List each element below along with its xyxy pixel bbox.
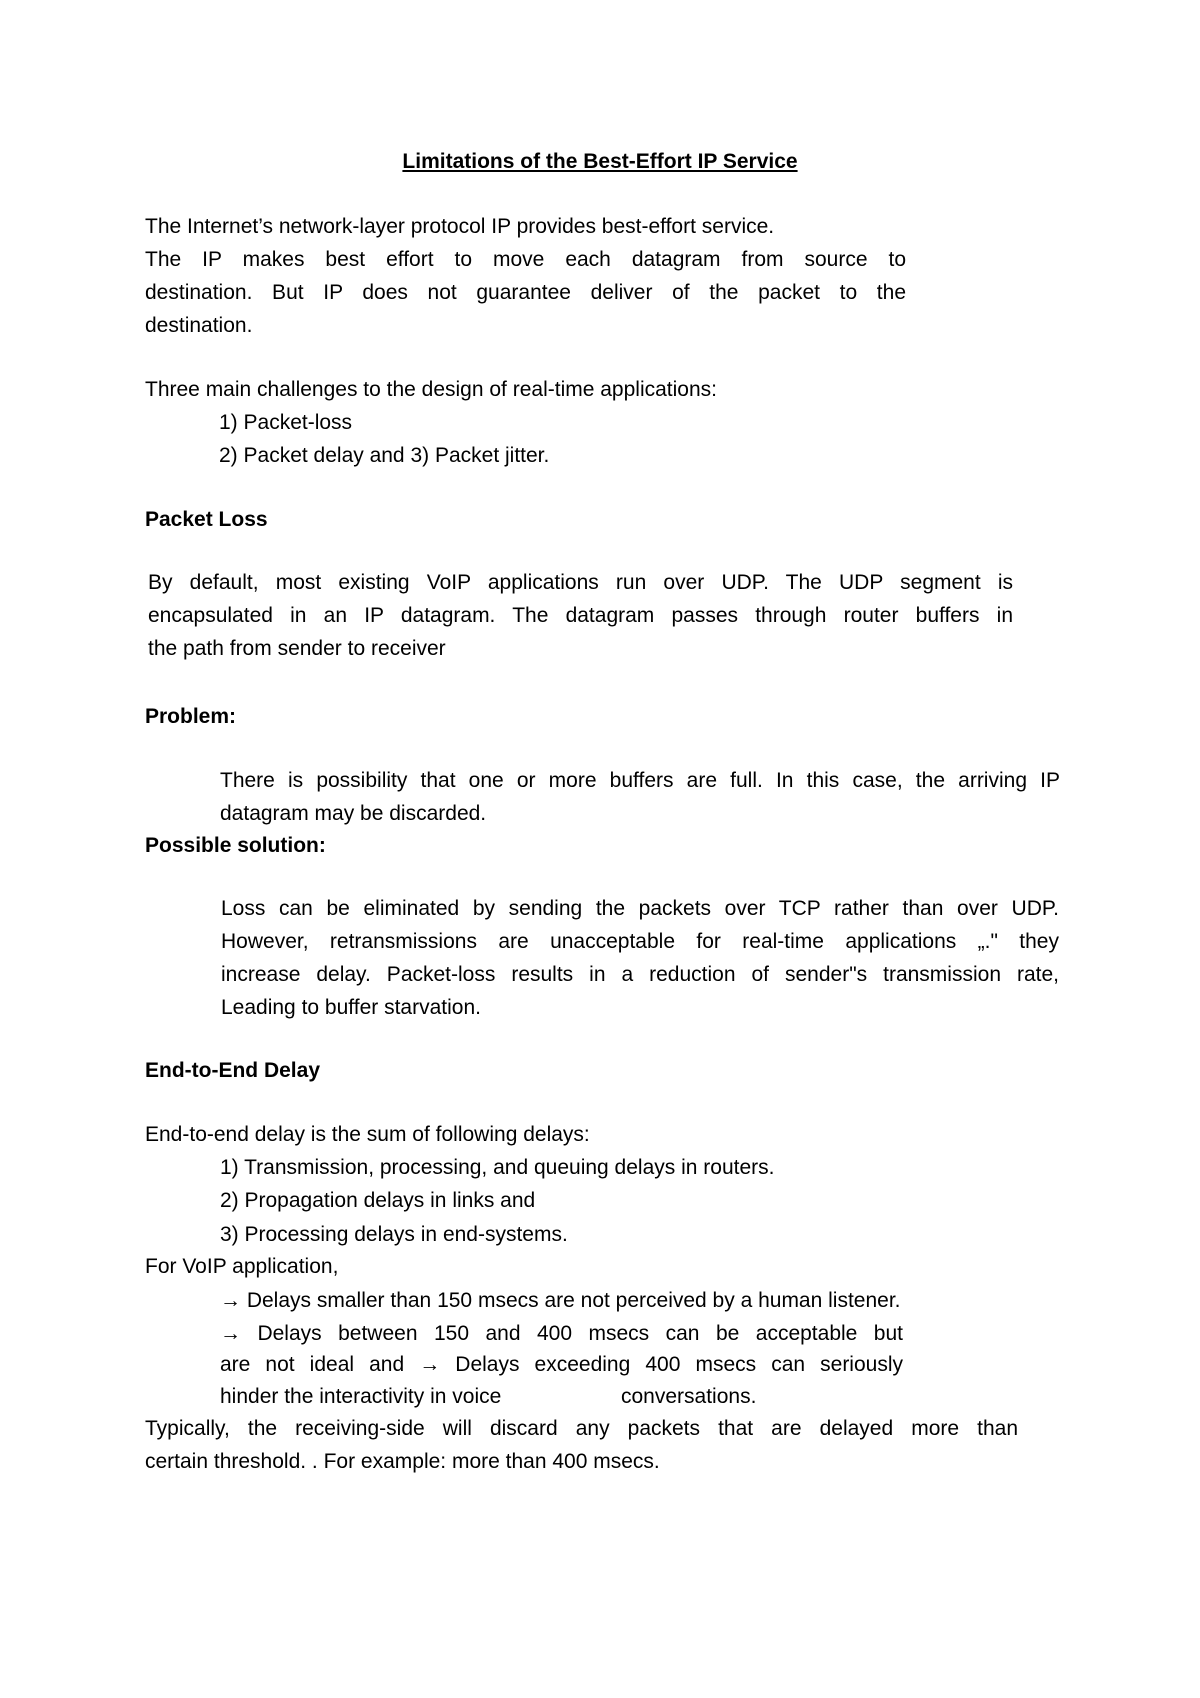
challenges-heading: Three main challenges to the design of real-time applications: (145, 378, 717, 401)
voip-item: → Delays smaller than 150 msecs are not perceived by a human listener. (220, 1289, 901, 1312)
voip-item: conversations. (621, 1385, 757, 1408)
closing-line: Typically, the receiving-side will discard any packets that are delayed more than (145, 1417, 1018, 1440)
challenges-list-item: 1) Packet-loss (219, 411, 353, 434)
closing-line: certain threshold. . For example: more than 400 msecs. (145, 1450, 660, 1473)
solution-heading: Possible solution: (145, 834, 326, 857)
delay-list-item: 1) Transmission, processing, and queuing delays in routers. (220, 1156, 775, 1179)
voip-item: → Delays between 150 and 400 msecs can be acceptable but (220, 1322, 903, 1345)
problem-line: datagram may be discarded. (220, 802, 487, 825)
intro-line: The Internet’s network-layer protocol IP provides best-effort service. (145, 215, 775, 238)
problem-heading: Problem: (145, 705, 237, 728)
problem-line: There is possibility that one or more buffers are full. In this case, the arriving IP (220, 769, 1060, 792)
packet-loss-line: encapsulated in an IP datagram. The datagram passes through router buffers in (148, 604, 1013, 627)
delay-list-item: 3) Processing delays in end-systems. (220, 1223, 568, 1246)
page-title: Limitations of the Best-Effort IP Service (402, 150, 798, 173)
solution-line: increase delay. Packet-loss results in a reduction of sender"s transmission rate, (221, 963, 1059, 986)
voip-item: are not ideal and → Delays exceeding 400 msecs can seriously (220, 1353, 903, 1376)
voip-item: hinder the interactivity in voice (220, 1385, 502, 1408)
packet-loss-line: the path from sender to receiver (148, 637, 446, 660)
delay-list-item: 2) Propagation delays in links and (220, 1189, 536, 1212)
voip-label: For VoIP application, (145, 1255, 339, 1278)
solution-line: However, retransmissions are unacceptable for real-time applications „." they (221, 930, 1059, 953)
solution-line: Loss can be eliminated by sending the packets over TCP rather than over UDP. (221, 897, 1059, 920)
challenges-list-item: 2) Packet delay and 3) Packet jitter. (219, 444, 550, 467)
solution-line: Leading to buffer starvation. (221, 996, 481, 1019)
delay-intro: End-to-end delay is the sum of following delays: (145, 1123, 590, 1146)
intro-line: destination. (145, 314, 253, 337)
intro-line: The IP makes best effort to move each datagram from source to (145, 248, 906, 271)
packet-loss-line: By default, most existing VoIP applications run over UDP. The UDP segment is (148, 571, 1013, 594)
section-heading-packet-loss: Packet Loss (145, 508, 268, 531)
intro-line: destination. But IP does not guarantee deliver of the packet to the (145, 281, 906, 304)
section-heading-end-to-end-delay: End-to-End Delay (145, 1059, 321, 1082)
